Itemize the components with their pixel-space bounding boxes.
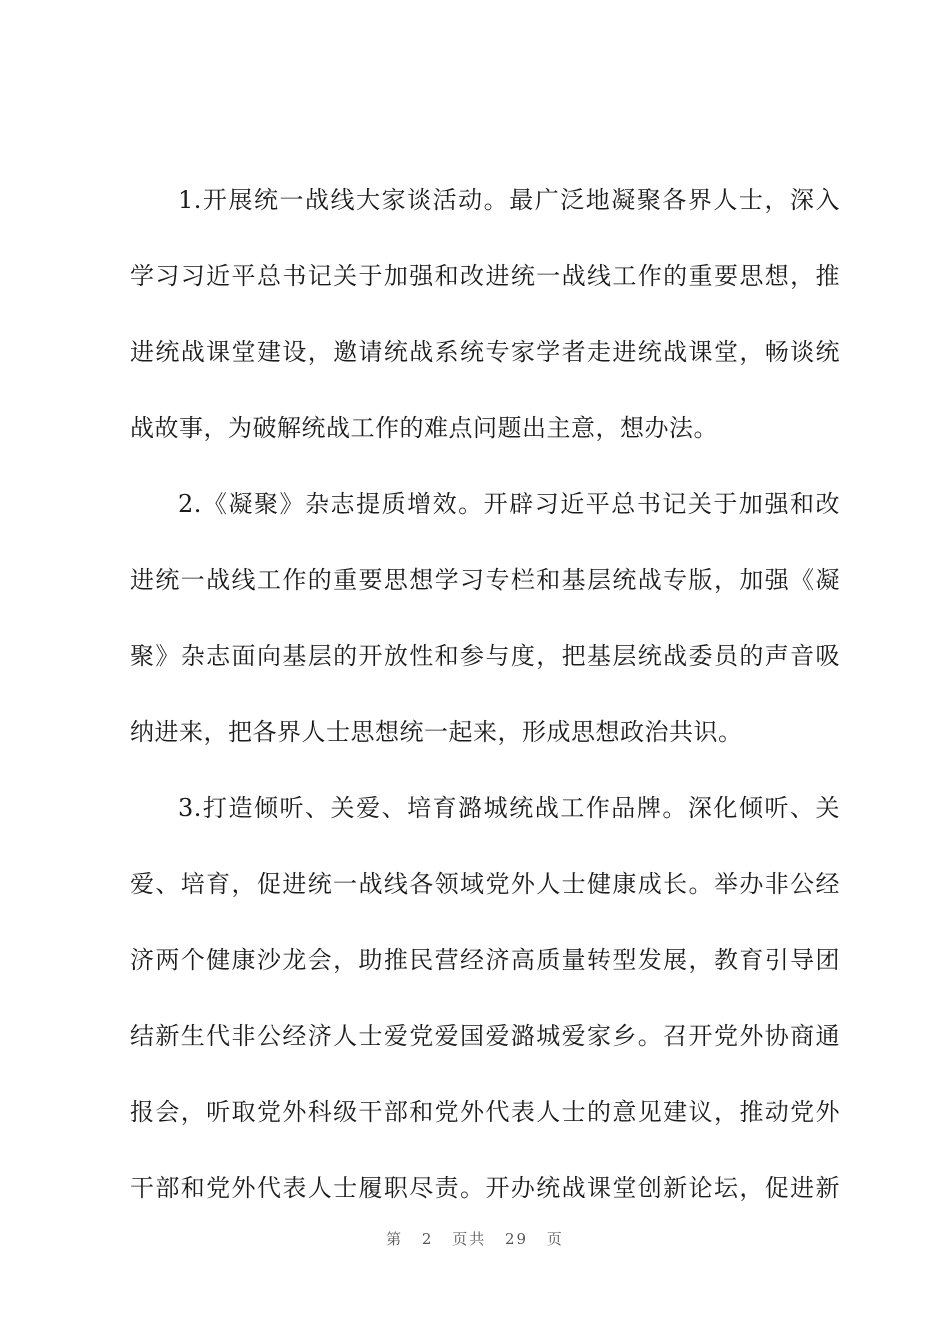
paragraph-1-line-3: 进统战课堂建设，邀请统战系统专家学者走进统战课堂，畅谈统	[130, 338, 840, 366]
page-number-footer: 第 2 页共 29 页	[386, 1230, 564, 1248]
paragraph-3-line-3: 济两个健康沙龙会，助推民营经济高质量转型发展，教育引导团	[130, 946, 840, 974]
paragraph-2-line-4: 纳进来，把各界人士思想统一起来，形成思想政治共识。	[130, 718, 743, 746]
paragraph-1-line-2: 学习习近平总书记关于加强和改进统一战线工作的重要思想，推	[130, 262, 840, 290]
paragraph-2-line-1: 2.《凝聚》杂志提质增效。开辟习近平总书记关于加强和改	[178, 490, 840, 518]
paragraph-3-line-4: 结新生代非公经济人士爱党爱国爱潞城爱家乡。召开党外协商通	[130, 1022, 840, 1050]
paragraph-3-line-6: 干部和党外代表人士履职尽责。开办统战课堂创新论坛，促进新	[130, 1174, 840, 1202]
paragraph-3-line-5: 报会，听取党外科级干部和党外代表人士的意见建议，推动党外	[130, 1098, 840, 1126]
paragraph-3-line-1: 3.打造倾听、关爱、培育潞城统战工作品牌。深化倾听、关	[178, 794, 840, 822]
paragraph-3-line-2: 爱、培育，促进统一战线各领域党外人士健康成长。举办非公经	[130, 870, 840, 898]
paragraph-2-line-3: 聚》杂志面向基层的开放性和参与度，把基层统战委员的声音吸	[130, 642, 840, 670]
paragraph-1-line-4: 战故事，为破解统战工作的难点问题出主意，想办法。	[130, 414, 718, 442]
paragraph-2-line-2: 进统一战线工作的重要思想学习专栏和基层统战专版，加强《凝	[130, 566, 840, 594]
paragraph-1-line-1: 1.开展统一战线大家谈活动。最广泛地凝聚各界人士，深入	[178, 186, 840, 214]
